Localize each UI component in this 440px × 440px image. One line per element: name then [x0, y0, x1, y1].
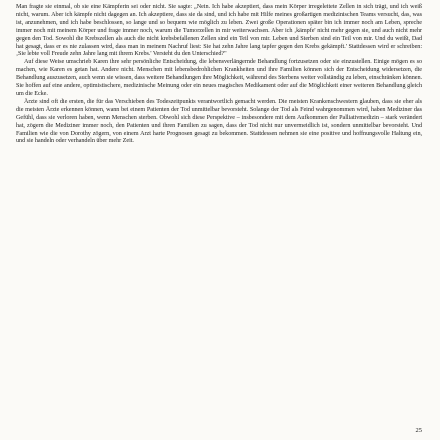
paragraph-doctors: Ärzte sind oft die ersten, die für das Verschieben des Todeszeitpunkts verantwortlich gemacht werden. Die meisten Krankenschwestern glauben, dass sie eher als die meisten Ärzte erkennen können, wann bei einem Patienten der Tod unmittelbar bevorsteht. Solange der Tod als Feind wahrgenommen wird, haben Mediziner das Gefühl, dass sie verloren haben, wenn Menschen sterben. Obwohl sich diese Perspektive – insbesondere mit dem Aufkommen der Palliativmedizin – stark verändert hat, zögern die Mediziner immer noch, den Patienten und ihren Familien zu sagen, dass der Tod nicht nur unvermeidlich ist, sondern unmittelbar bevorsteht. Und Familien wie die von Dorothy zögern, von einem Arzt harte Prognosen gesagt zu bekommen. Stattdessen nehmen sie eine positive und hoffnungsvolle Haltung ein, und sie handeln oder verhandeln über mehr Zeit.	[16, 97, 422, 145]
body-text	[16, 3, 422, 145]
page-number: 25	[415, 427, 422, 434]
paragraph-decision: Auf diese Weise umschrieb Karen ihre sehr persönliche Entscheidung, die lebensverlängernde Behandlung fortzusetzen oder sie einzustellen. Einige mögen es so machen, wie Karen es getan hat. Andere nicht. Menschen mit lebensbedrohlichen Krankheiten und ihre Familien können sich der Entscheidung widersetzen, die Behandlung auszusetzen, auch wenn sie wissen, dass weitere Behandlungen ihre Möglichkeit, während des Sterbens weiter vollständig zu leben, einschränken können. Sie hoffen auf eine andere, optimistischere, medizinische Meinung oder ein neues magisches Medikament oder auf die Möglichkeit einer weiteren Behandlung gleich um die Ecke.	[16, 58, 422, 97]
paragraph-quote: Man fragte sie einmal, ob sie eine Kämpferin sei oder nicht. Sie sagte: „Nein. Ich habe akzeptiert, dass mein Körper irregeleitete Zellen in sich trägt, und ich weiß nicht, warum. Aber ich kämpfe nicht dagegen an. Ich akzeptiere, dass sie da sind, und ich habe mit Hilfe meines großartigen medizinischen Teams versucht, das, was ist, anzunehmen, und ich habe beschlossen, so lange und so bequem wie möglich zu leben. Zwei große Operationen später bin ich immer noch am Leben, spreche immer noch mit meinem Körper und frage immer noch, warum die Tumorzellen in mir weiterwachsen. Aber ich ‚kämpfe' nicht mehr gegen sie, und auch nicht mehr gegen den Tod. Sowohl die Krebszellen als auch die nicht krebsbefallenen Zellen sind ein Teil von mir. Leben und Sterben sind ein Teil von mir. Und du weißt, Dad hat gesagt, dass er es nie zulassen wird, dass man in meinem Nachruf liest: Sie hat zehn Jahre lang tapfer gegen den Krebs gekämpft.' Stattdessen wird er schreiben: ‚Sie lebte voll Freude zehn Jahre lang mit ihrem Krebs.' Versteht du den Unterschied?"	[16, 3, 422, 58]
